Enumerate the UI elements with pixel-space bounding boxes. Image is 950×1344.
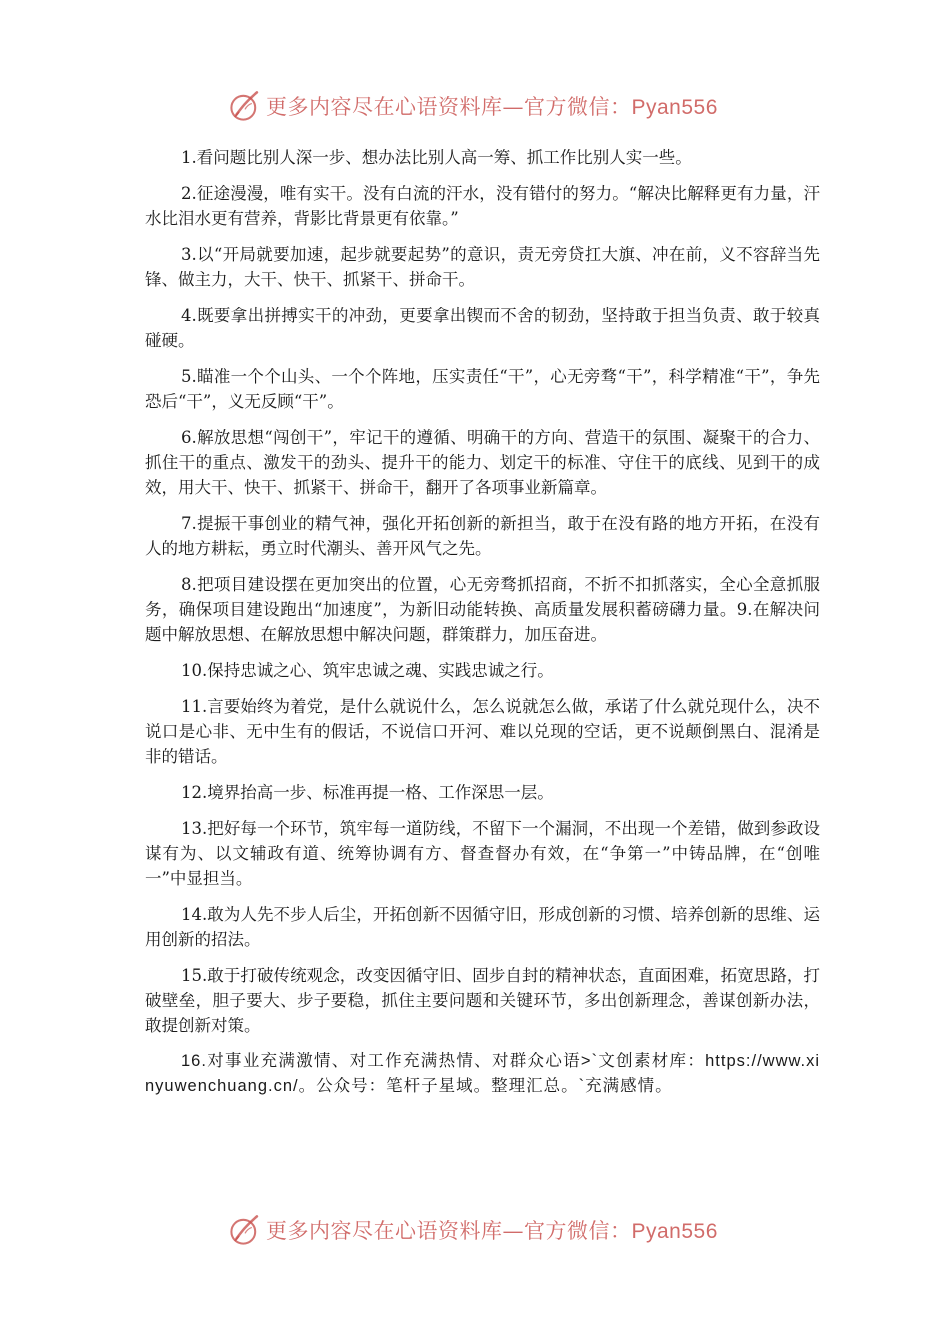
header-banner [0, 86, 950, 126]
banner-wechat-id: Pyan556 [631, 96, 718, 119]
paragraph-6: 6.解放思想“闯创干”，牢记干的遵循、明确干的方向、营造干的氛围、凝聚干的合力、抓住干的重点、激发干的劲头、提升干的能力、划定干的标准、守住干的底线、见到干的成效，用大干、快干、抓紧干、拼命干，翻开了各项事业新篇章。 [145, 428, 820, 497]
paragraph-11: 11.言要始终为着党，是什么就说什么，怎么说就怎么做，承诺了什么就兑现什么，决不说口是心非、无中生有的假话，不说信口开河、难以兑现的空话，更不说颠倒黑白、混淆是非的错话。 [145, 697, 820, 766]
footer-banner-inner [228, 1210, 718, 1250]
paragraph-10: 10.保持忠诚之心、筑牢忠诚之魂、实践忠诚之行。 [181, 661, 554, 680]
document-body [145, 145, 820, 1110]
paragraph-16: 16.对事业充满激情、对工作充满热情、对群众心语>`文创素材库：https://www.xinyuwenchuang.cn/。公众号：笔杆子星域。整理汇总。`充满感情。 [145, 1052, 820, 1095]
paragraph-7: 7.提振干事创业的精气神，强化开拓创新的新担当，敢于在没有路的地方开拓，在没有人的地方耕耘，勇立时代潮头、善开风气之先。 [145, 514, 820, 558]
paragraph-4: 4.既要拿出拼搏实干的冲劲，更要拿出锲而不舍的韧劲，坚持敢于担当负责、敢于较真碰硬。 [145, 306, 820, 350]
pen-circle-logo-icon [228, 1213, 262, 1247]
paragraph-5: 5.瞄准一个个山头、一个个阵地，压实责任“干”，心无旁骛“干”，科学精准“干”，争先恐后“干”，义无反顾“干”。 [145, 367, 820, 411]
paragraph-14: 14.敢为人先不步人后尘，开拓创新不因循守旧，形成创新的习惯、培养创新的思维、运用创新的招法。 [145, 905, 820, 949]
banner-title [266, 91, 718, 121]
paragraph-15: 15.敢于打破传统观念，改变因循守旧、固步自封的精神状态，直面困难，拓宽思路，打破壁垒，胆子要大、步子要稳，抓住主要问题和关键环节，多出创新理念，善谋创新办法，敢提创新对策。 [145, 966, 820, 1035]
header-banner-inner [228, 86, 718, 126]
footer-banner-wechat-id: Pyan556 [631, 1220, 718, 1243]
paragraph-13: 13.把好每一个环节，筑牢每一道防线，不留下一个漏洞，不出现一个差错，做到参政设谋有为、以文辅政有道、统筹协调有方、督查督办有效，在“争第一”中铸品牌，在“创唯一”中显担当。 [145, 819, 820, 888]
paragraph-3: 3.以“开局就要加速，起步就要起势”的意识，责无旁贷扛大旗、冲在前，义不容辞当先锋、做主力，大干、快干、抓紧干、拼命干。 [145, 245, 820, 289]
footer-banner-title [266, 1215, 718, 1245]
pen-circle-logo-icon [228, 89, 262, 123]
paragraph-2: 2.征途漫漫，唯有实干。没有白流的汗水，没有错付的努力。“解决比解释更有力量，汗水比泪水更有营养，背影比背景更有依靠。” [145, 184, 820, 228]
footer-banner-title-text: 更多内容尽在心语资料库—官方微信： [266, 1219, 632, 1243]
footer-banner [0, 1210, 950, 1250]
paragraph-1: 1.看问题比别人深一步、想办法比别人高一筹、抓工作比别人实一些。 [181, 148, 692, 167]
banner-title-text: 更多内容尽在心语资料库—官方微信： [266, 95, 632, 119]
paragraph-12: 12.境界抬高一步、标准再提一格、工作深思一层。 [181, 783, 554, 802]
paragraph-8: 8.把项目建设摆在更加突出的位置，心无旁骛抓招商，不折不扣抓落实，全心全意抓服务，确保项目建设跑出“加速度”，为新旧动能转换、高质量发展积蓄磅礴力量。9.在解决问题中解放思想、在解放思想中解决问题，群策群力，加压奋进。 [145, 575, 820, 644]
